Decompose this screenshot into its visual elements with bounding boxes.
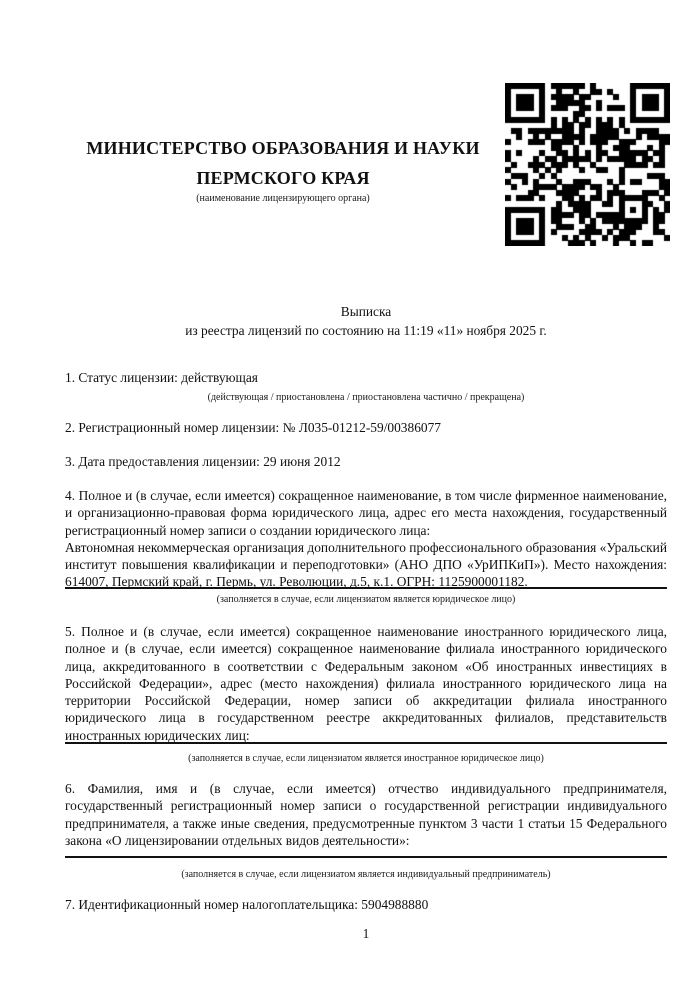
license-status-text: 1. Статус лицензии: действующая: [65, 370, 258, 385]
ministry-name: МИНИСТЕРСТВО ОБРАЗОВАНИЯ И НАУКИ ПЕРМСКОГО КРАЯ: [86, 138, 480, 188]
individual-entrepreneur-label: 6. Фамилия, имя и (в случае, если имеется) отчество индивидуального предпринимателя, государственный регистрационный номер записи о государственной регистрации индивидуального предпринимателя, а также иные сведения, предусмотренные пунктом 3 части 1 статьи 15 Федерального закона «О лицензировании отдельных видов деятельности»:: [65, 781, 667, 848]
fill-line: [65, 587, 667, 589]
fill-line: [65, 856, 667, 858]
legal-entity-value: Автономная некоммерческая организация дополнительного профессионального образования «Уральский институт повышения квалификации и переподготовки» (АНО ДПО «УрИПКиП»). Место нахождения: 614007, Пермский край, г. Пермь, ул. Революции, д.5, к.1. ОГРН: 1125900001182.: [65, 539, 667, 590]
taxpayer-id-text: 7. Идентификационный номер налогоплательщика: 5904988880: [65, 897, 429, 912]
legal-entity-label: 4. Полное и (в случае, если имеется) сокращенное наименование, в том числе фирменное наименование, и организационно-правовая форма юридического лица, адрес его места нахождения, государственный регистрационный номер записи о создании юридического лица:: [65, 488, 667, 538]
fill-line: [65, 742, 667, 744]
field-legal-entity-info: [65, 487, 667, 605]
page-number: 1: [362, 926, 370, 941]
field-grant-date: [65, 453, 667, 470]
field-registration-number: [65, 419, 667, 436]
field-individual-entrepreneur-info: [65, 780, 667, 880]
field-foreign-entity-info: [65, 623, 667, 764]
foreign-entity-caption: (заполняется в случае, если лицензиатом является иностранное юридическое лицо): [188, 753, 544, 764]
foreign-entity-label: 5. Полное и (в случае, если имеется) сокращенное наименование иностранного юридического лица, полное и (в случае, если имеется) сокращенное наименование филиала иностранного юридического лица, аккредитованного в соответствии с Федеральным законом «Об иностранных инвестициях в Российской Федерации», адрес (место нахождения) филиала иностранного юридического лица на территории Российской Федерации, номер записи об аккредитации филиала иностранного юридического лица в государственном реестре аккредитованных филиалов, представительств иностранных юридических лиц:: [65, 624, 667, 743]
document-subtitle: из реестра лицензий по состоянию на 11:19 «11» ноября 2025 г.: [185, 322, 547, 338]
registration-number-text: 2. Регистрационный номер лицензии: № Л035-01212-59/00386077: [65, 420, 441, 435]
legal-entity-caption: (заполняется в случае, если лицензиатом является юридическое лицо): [216, 594, 516, 605]
grant-date-text: 3. Дата предоставления лицензии: 29 июня 2012: [65, 454, 341, 469]
licensing-authority-caption: (наименование лицензирующего органа): [196, 193, 370, 204]
license-status-caption: (действующая / приостановлена / приостановлена частично / прекращена): [207, 392, 525, 403]
field-license-status: [65, 369, 667, 403]
document-title: Выписка: [340, 304, 392, 319]
qr-code: [505, 83, 670, 246]
individual-entrepreneur-caption: (заполняется в случае, если лицензиатом является индивидуальный предприниматель): [181, 869, 551, 880]
document-title-block: [65, 303, 667, 340]
field-taxpayer-id: [65, 896, 667, 913]
